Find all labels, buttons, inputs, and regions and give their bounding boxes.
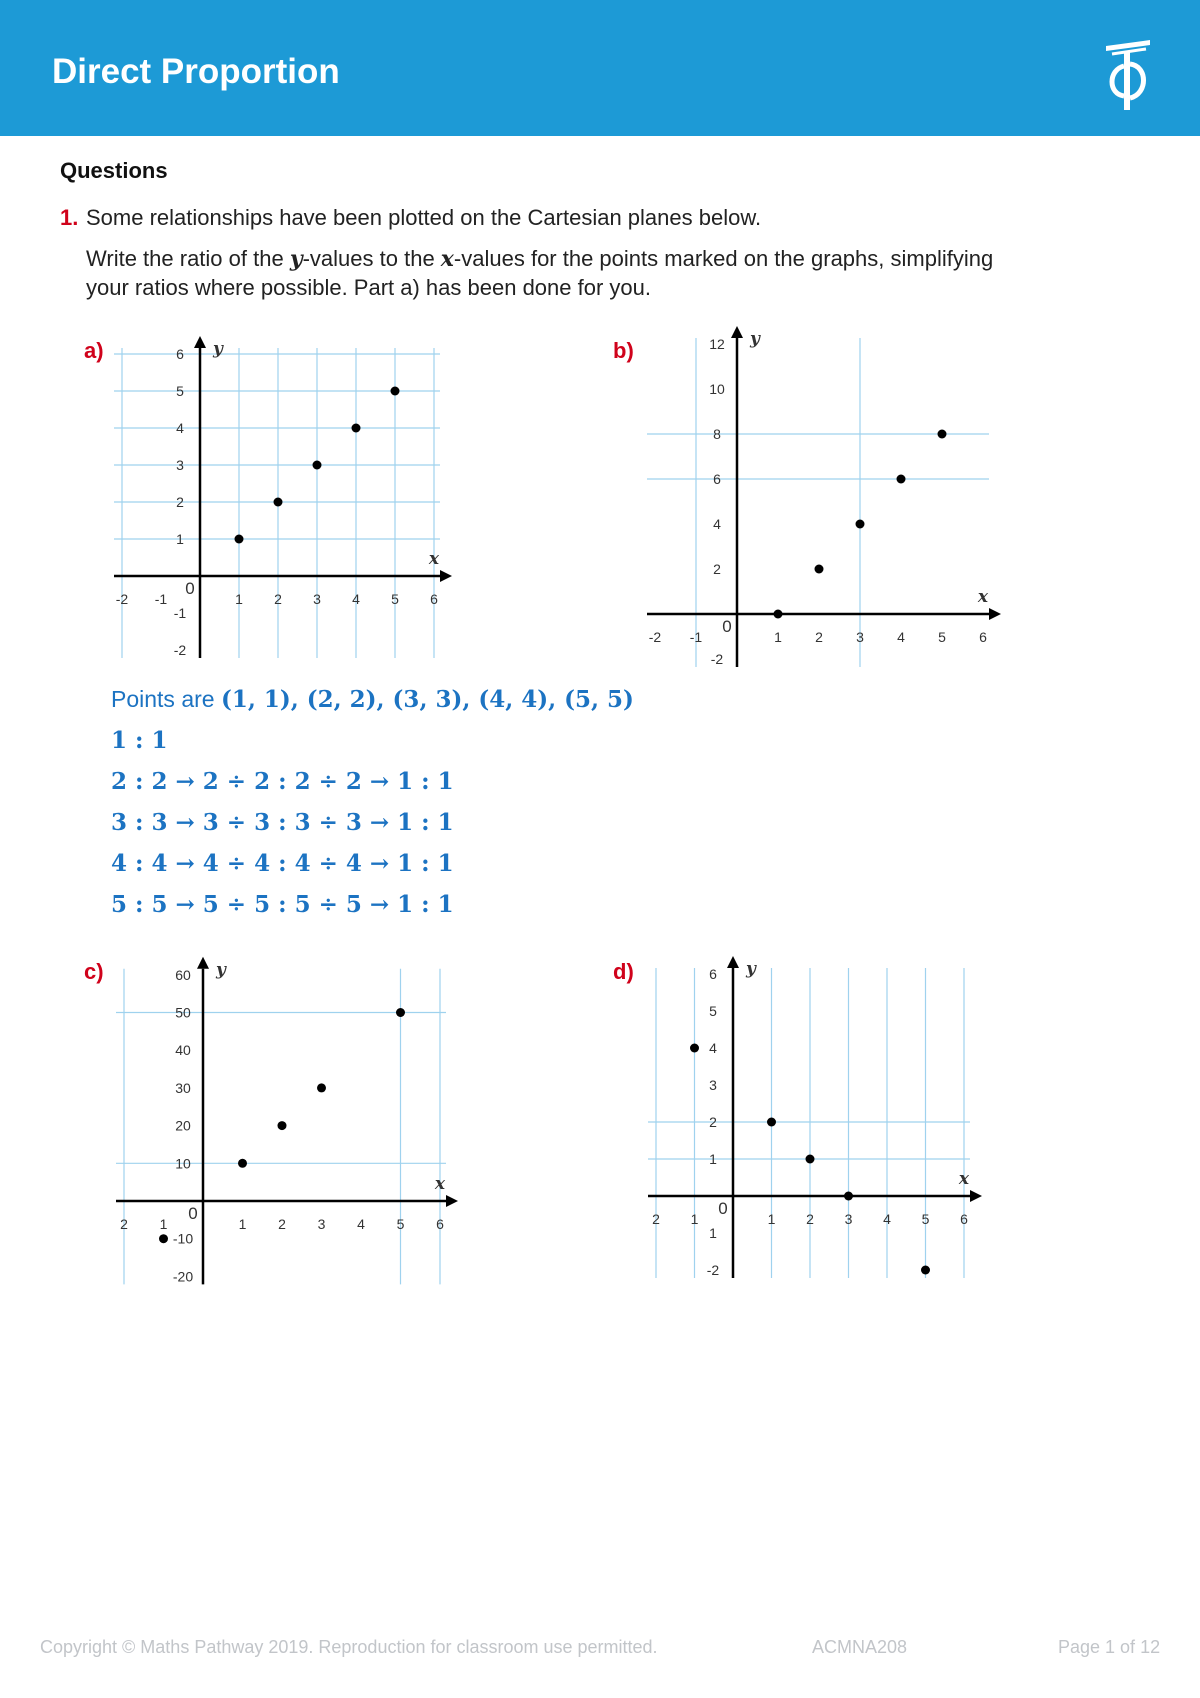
x-tick-label: 1 bbox=[159, 1216, 168, 1232]
footer-code: ACMNA208 bbox=[812, 1637, 908, 1657]
x-tick-label: 1 bbox=[238, 1216, 247, 1232]
question-number: 1. bbox=[60, 205, 79, 230]
ratio-line-5: 5 : 5 → 5 ÷ 5 : 5 ÷ 5 → 1 : 1 bbox=[111, 891, 454, 918]
part-label-c: c) bbox=[84, 959, 104, 984]
footer-copyright: Copyright © Maths Pathway 2019. Reproduction for classroom use permitted. bbox=[40, 1637, 658, 1657]
x-tick-label: -1 bbox=[689, 629, 703, 645]
x-axis-arrow-icon bbox=[989, 608, 1001, 620]
cartesian-plane-c bbox=[100, 955, 460, 1285]
origin-label: 0 bbox=[188, 1204, 198, 1223]
x-tick-label: -2 bbox=[648, 629, 662, 645]
y-tick-label: -2 bbox=[706, 1262, 720, 1278]
y-axis-label: y bbox=[750, 329, 760, 349]
part-label-a: a) bbox=[84, 338, 104, 363]
x-axis-arrow-icon bbox=[446, 1195, 458, 1207]
x-tick-label: 4 bbox=[883, 1211, 891, 1227]
x-tick-label: 5 bbox=[391, 591, 399, 607]
answer-points bbox=[111, 686, 634, 713]
data-point bbox=[238, 1159, 247, 1168]
y-tick-label: 2 bbox=[713, 561, 721, 577]
y-tick-label: 1 bbox=[709, 1151, 717, 1167]
data-point bbox=[856, 520, 865, 529]
question-text-line2 bbox=[86, 246, 993, 272]
y-tick-label: -10 bbox=[172, 1230, 194, 1247]
origin-label: 0 bbox=[722, 617, 732, 636]
x-tick-label: 1 bbox=[774, 629, 782, 645]
y-axis-arrow-icon bbox=[727, 956, 739, 968]
y-tick-label: -20 bbox=[172, 1268, 194, 1285]
x-tick-label: 4 bbox=[897, 629, 905, 645]
y-tick-label: 6 bbox=[176, 346, 184, 362]
y-axis-label: y bbox=[213, 339, 223, 359]
question-text-segment: -values for the points marked on the graphs, simplifying bbox=[453, 246, 994, 271]
x-tick-label: 2 bbox=[278, 1216, 286, 1232]
y-tick-label: 20 bbox=[175, 1117, 191, 1134]
y-tick-label: 12 bbox=[709, 336, 725, 352]
x-tick-label: 3 bbox=[313, 591, 321, 607]
y-axis-label: y bbox=[746, 959, 756, 979]
y-tick-label: 4 bbox=[176, 420, 184, 436]
y-tick-label: 4 bbox=[713, 516, 721, 532]
ratio-line-1: 1 : 1 bbox=[111, 727, 168, 754]
cartesian-plane-b bbox=[640, 330, 1000, 670]
y-tick-label: 10 bbox=[175, 1155, 191, 1172]
y-tick-label: 4 bbox=[709, 1040, 717, 1056]
x-axis-label: x bbox=[434, 1174, 446, 1194]
y-tick-label: 5 bbox=[709, 1003, 717, 1019]
x-tick-label: 6 bbox=[960, 1211, 968, 1227]
x-tick-label: 4 bbox=[357, 1216, 365, 1232]
data-point bbox=[396, 1008, 405, 1017]
data-point bbox=[921, 1266, 930, 1275]
question-text-line1: Some relationships have been plotted on the Cartesian planes below. bbox=[86, 205, 762, 230]
y-tick-label: 2 bbox=[176, 494, 184, 510]
ratio-line-2: 2 : 2 → 2 ÷ 2 : 2 ÷ 2 → 1 : 1 bbox=[111, 768, 454, 795]
answer-points-list: (1, 1), (2, 2), (3, 3), (4, 4), (5, 5) bbox=[220, 686, 634, 713]
y-tick-label: -2 bbox=[710, 651, 724, 667]
data-point bbox=[274, 498, 283, 507]
x-tick-label: -2 bbox=[115, 591, 129, 607]
y-tick-label: 5 bbox=[176, 383, 184, 399]
question-text-line3: your ratios where possible. Part a) has been done for you. bbox=[86, 275, 651, 300]
x-tick-label: 2 bbox=[806, 1211, 814, 1227]
x-tick-label: 5 bbox=[921, 1211, 930, 1227]
y-tick-label: 8 bbox=[713, 426, 721, 442]
cartesian-plane-d bbox=[640, 955, 1000, 1295]
x-tick-label: 6 bbox=[436, 1216, 444, 1232]
x-tick-label: 3 bbox=[844, 1211, 853, 1227]
x-axis-arrow-icon bbox=[440, 570, 452, 582]
x-axis-arrow-icon bbox=[970, 1190, 982, 1202]
ratio-line-4: 4 : 4 → 4 ÷ 4 : 4 ÷ 4 → 1 : 1 bbox=[111, 850, 454, 877]
data-point bbox=[938, 430, 947, 439]
x-axis-label: x bbox=[977, 587, 989, 607]
x-tick-label: 6 bbox=[430, 591, 438, 607]
data-point bbox=[159, 1234, 168, 1243]
x-tick-label: 1 bbox=[235, 591, 243, 607]
y-axis-arrow-icon bbox=[194, 336, 206, 348]
y-tick-label: 60 bbox=[175, 966, 191, 983]
x-tick-label: 1 bbox=[690, 1211, 699, 1227]
origin-label: 0 bbox=[185, 579, 195, 598]
y-axis-arrow-icon bbox=[731, 326, 743, 338]
y-axis-label: y bbox=[216, 959, 226, 980]
data-point bbox=[774, 610, 783, 619]
y-tick-label: 30 bbox=[175, 1079, 191, 1096]
x-tick-label: 2 bbox=[652, 1211, 660, 1227]
data-point bbox=[391, 387, 400, 396]
x-axis-label: x bbox=[958, 1169, 970, 1189]
y-tick-label: 6 bbox=[713, 471, 721, 487]
x-tick-label: 4 bbox=[352, 591, 360, 607]
part-label-d: d) bbox=[613, 959, 634, 984]
y-axis-arrow-icon bbox=[197, 957, 209, 969]
y-tick-label: 6 bbox=[709, 966, 717, 982]
page-title: Direct Proportion bbox=[52, 52, 340, 91]
answer-intro-text: Points are bbox=[111, 686, 215, 712]
section-title: Questions bbox=[60, 158, 168, 183]
data-point bbox=[767, 1118, 776, 1127]
y-tick-label: 2 bbox=[709, 1114, 717, 1130]
data-point bbox=[815, 565, 824, 574]
y-tick-label: 3 bbox=[709, 1077, 717, 1093]
y-tick-label: 1 bbox=[709, 1225, 717, 1241]
data-point bbox=[317, 1083, 326, 1092]
x-tick-label: 5 bbox=[396, 1216, 405, 1232]
x-tick-label: 5 bbox=[938, 629, 946, 645]
variable-y: y bbox=[289, 246, 303, 272]
x-tick-label: 3 bbox=[856, 629, 864, 645]
x-tick-label: -1 bbox=[154, 591, 168, 607]
y-tick-label: 3 bbox=[176, 457, 184, 473]
x-tick-label: 3 bbox=[317, 1216, 326, 1232]
y-tick-label: 1 bbox=[176, 531, 184, 547]
y-tick-label: -2 bbox=[173, 642, 187, 658]
data-point bbox=[690, 1044, 699, 1053]
data-point bbox=[313, 461, 322, 470]
data-point bbox=[235, 535, 244, 544]
y-tick-label: 50 bbox=[175, 1004, 191, 1021]
x-tick-label: 2 bbox=[274, 591, 282, 607]
part-label-b: b) bbox=[613, 338, 634, 363]
data-point bbox=[806, 1155, 815, 1164]
question-text-segment: Write the ratio of the bbox=[86, 246, 290, 271]
cartesian-plane-a bbox=[100, 330, 460, 660]
x-tick-label: 6 bbox=[979, 629, 987, 645]
ratio-line-3: 3 : 3 → 3 ÷ 3 : 3 ÷ 3 → 1 : 1 bbox=[111, 809, 454, 836]
y-tick-label: 40 bbox=[175, 1042, 191, 1059]
header-banner bbox=[0, 0, 1200, 136]
y-tick-label: 10 bbox=[709, 381, 725, 397]
y-tick-label: -1 bbox=[173, 605, 187, 621]
data-point bbox=[278, 1121, 287, 1130]
x-tick-label: 1 bbox=[767, 1211, 776, 1227]
origin-label: 0 bbox=[718, 1199, 728, 1218]
data-point bbox=[897, 475, 906, 484]
footer-page-number: Page 1 of 12 bbox=[1058, 1637, 1161, 1657]
x-tick-label: 2 bbox=[815, 629, 823, 645]
variable-x: x bbox=[440, 246, 454, 272]
maths-pathway-logo-icon bbox=[1098, 36, 1158, 116]
data-point bbox=[352, 424, 361, 433]
data-point bbox=[844, 1192, 853, 1201]
x-tick-label: 2 bbox=[120, 1216, 128, 1232]
question-text-segment: -values to the bbox=[302, 246, 441, 271]
x-axis-label: x bbox=[428, 549, 440, 569]
